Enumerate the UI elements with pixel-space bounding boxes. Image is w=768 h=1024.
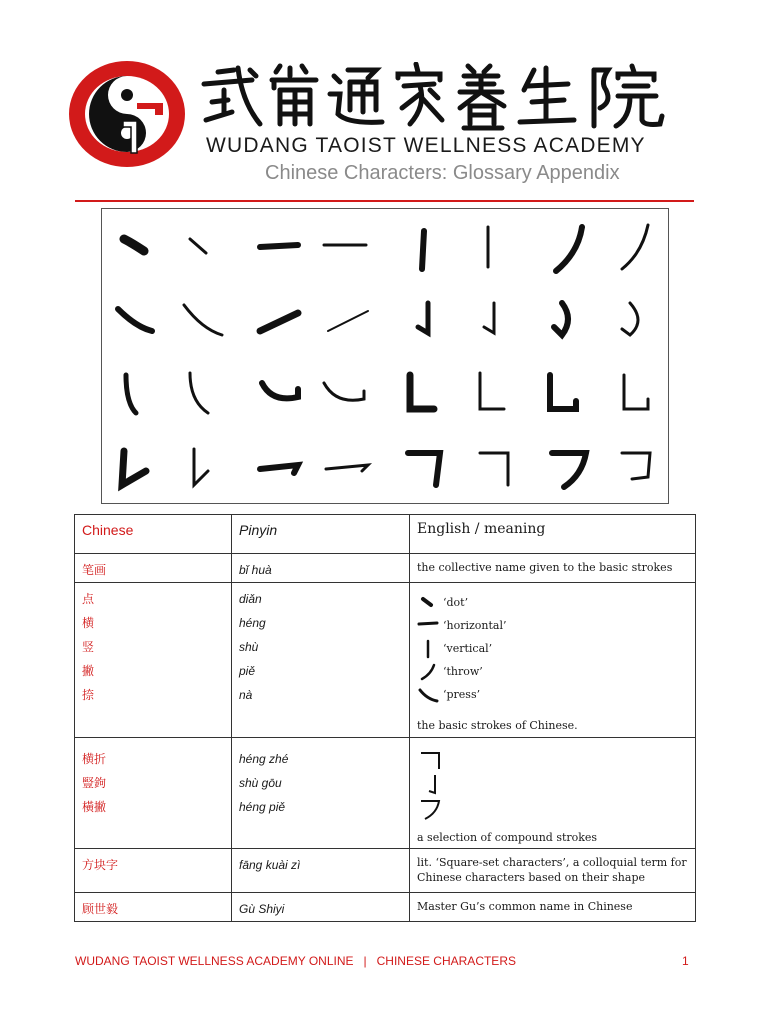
chinese-term: 笔画: [82, 563, 107, 577]
dot-stroke-icon: [417, 593, 439, 613]
stroke-bend-hook-brush: [262, 383, 298, 398]
english-description: the basic strokes of Chinese.: [417, 719, 578, 732]
table-row: [75, 893, 696, 922]
page-subtitle: Chinese Characters: Glossary Appendix: [265, 162, 620, 184]
chinese-term: 豎鉤: [82, 776, 107, 790]
english-description: a selection of compound strokes: [417, 831, 598, 844]
stroke-horizontal-throw-brush: [552, 453, 586, 487]
stroke-horizontal-brush: [260, 245, 298, 247]
stroke-vertical-hook-brush: [418, 303, 428, 333]
chinese-cell: [75, 849, 232, 893]
pinyin-term: fāng kuài zì: [239, 858, 301, 872]
throw-stroke-icon: [417, 662, 439, 682]
pinyin-cell: [232, 583, 410, 738]
footer-title: WUDANG TAOIST WELLNESS ACADEMY ONLINE | CHINESE CHARACTERS: [75, 954, 516, 968]
stroke-vertical-bend-brush: [126, 375, 136, 413]
stroke-horizontal-hook-brush: [260, 465, 298, 473]
stroke-label: ‘vertical’: [443, 642, 493, 655]
stroke-rising-brush: [260, 313, 298, 331]
strokes-figure: [101, 208, 669, 504]
pinyin-term: shù: [239, 640, 259, 654]
vertical-stroke-icon: [417, 639, 439, 659]
chinese-term: 捺: [82, 688, 95, 702]
chinese-term: 方块字: [82, 858, 119, 872]
stroke-vertical-brush: [422, 231, 424, 269]
pinyin-term: Gù Shiyi: [239, 902, 285, 916]
pinyin-term: piě: [239, 664, 256, 678]
stroke-label: ‘press’: [443, 688, 481, 701]
chinese-cell: [75, 893, 232, 922]
pinyin-cell: [232, 554, 410, 583]
chinese-term: 横: [82, 616, 95, 630]
stroke-vertical-turn-brush: [410, 375, 434, 409]
pinyin-term: shù gōu: [239, 776, 282, 790]
stroke-curved-hook-brush: [554, 303, 568, 335]
stroke-throw-brush: [556, 227, 582, 271]
stroke-vertical-hook-thin: [484, 303, 494, 333]
stroke-label: ‘throw’: [443, 665, 483, 678]
table-row: [75, 849, 696, 893]
stroke-rising-thin: [328, 311, 368, 331]
stroke-horizontal-hook-thin: [326, 465, 368, 471]
stroke-vertical-line: [417, 637, 695, 660]
chinese-cell: [75, 554, 232, 583]
header-divider: [75, 200, 694, 202]
stroke-label: ‘horizontal’: [443, 619, 507, 632]
stroke-dot-brush: [124, 239, 144, 251]
chinese-term: 点: [82, 592, 95, 606]
table-row: [75, 738, 696, 849]
english-cell: the collective name given to the basic strokes: [410, 554, 696, 583]
pinyin-cell: [232, 738, 410, 849]
stroke-press-line: [417, 683, 695, 706]
stroke-press-thin: [184, 305, 222, 335]
table-row: [75, 554, 696, 583]
english-cell: lit. ‘Square-set characters’, a colloquial term for Chinese characters based on their shape: [410, 849, 696, 893]
compound-strokes-icon: [417, 744, 457, 824]
stroke-bend-hook-thin: [324, 383, 364, 400]
chinese-term: 竖: [82, 640, 95, 654]
column-header-chinese: Chinese: [75, 515, 232, 554]
stroke-dot-thin: [190, 239, 206, 253]
stroke-horizontal-turn-thin: [480, 453, 508, 485]
chinese-term: 橫撇: [82, 800, 107, 814]
stroke-vertical-turn-hook-thin: [624, 375, 648, 409]
stroke-vertical-rise-thin: [194, 449, 208, 485]
chinese-term: 顾世毅: [82, 902, 119, 916]
stroke-horizontal-turn-brush: [408, 453, 440, 485]
stroke-press-brush: [118, 309, 152, 331]
stroke-horizontal-line: [417, 614, 695, 637]
stroke-dot-line: [417, 591, 695, 614]
stroke-vertical-bend-thin: [190, 373, 208, 413]
english-cell: [410, 738, 696, 849]
academy-logo: [67, 59, 187, 169]
stroke-throw-thin: [622, 225, 648, 269]
chinese-term: 横折: [82, 752, 107, 766]
pinyin-term: nà: [239, 688, 253, 702]
stroke-vertical-turn-hook-brush: [550, 375, 576, 409]
horizontal-stroke-icon: [417, 616, 439, 636]
column-header-english: English / meaning: [410, 515, 696, 554]
stroke-label: ‘dot’: [443, 596, 469, 609]
chinese-cell: [75, 738, 232, 849]
table-header-row: [75, 515, 696, 554]
english-cell: Master Gu’s common name in Chinese: [410, 893, 696, 922]
pinyin-term: diǎn: [239, 592, 262, 606]
stroke-curved-hook-thin: [622, 303, 638, 335]
column-header-pinyin: Pinyin: [232, 515, 410, 554]
table-row: [75, 583, 696, 738]
chinese-title-logotype: [198, 62, 688, 134]
chinese-term: 撇: [82, 664, 95, 678]
stroke-horizontal-throw-thin: [622, 453, 650, 479]
pinyin-term: héng zhé: [239, 752, 289, 766]
english-cell: [410, 583, 696, 738]
pinyin-term: héng: [239, 616, 266, 630]
press-stroke-icon: [417, 685, 439, 705]
stroke-vertical-rise-brush: [122, 451, 146, 485]
chinese-cell: [75, 583, 232, 738]
pinyin-term: héng piě: [239, 800, 286, 814]
english-title: WUDANG TAOIST WELLNESS ACADEMY: [206, 134, 646, 157]
pinyin-cell: [232, 849, 410, 893]
pinyin-term: bǐ huà: [239, 563, 272, 577]
stroke-vertical-turn-thin: [480, 373, 504, 409]
pinyin-cell: [232, 893, 410, 922]
page-number: 1: [682, 954, 689, 968]
glossary-table: [74, 514, 696, 922]
stroke-throw-line: [417, 660, 695, 683]
